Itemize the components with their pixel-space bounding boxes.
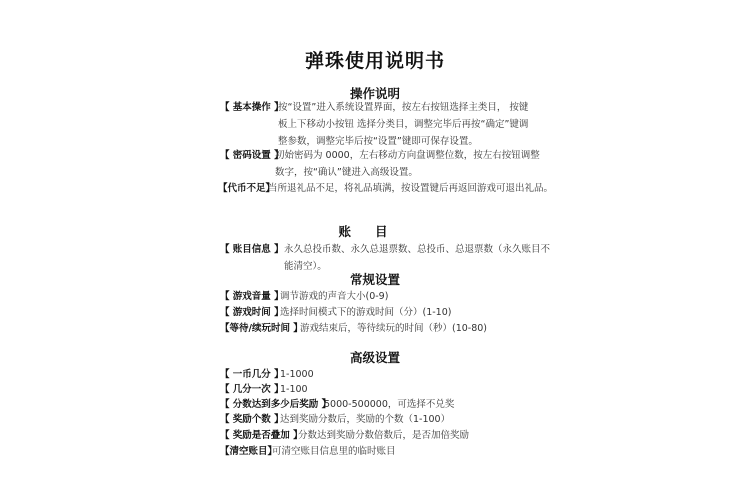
row-text: 可清空账目信息里的临时账目 xyxy=(272,446,396,457)
row-label: 【 奖励是否叠加 】 xyxy=(220,430,303,441)
row-text: 1-100 xyxy=(280,384,308,395)
row-label: 【 游戏音量 】 xyxy=(220,291,284,302)
row-label: 【清空账目】 xyxy=(220,446,278,457)
row-text: 选择时间模式下的游戏时间（分）(1-10) xyxy=(280,307,452,318)
row-text: 按“设置”进入系统设置界面，按左右按钮选择主类目， 按键 xyxy=(278,102,529,113)
row-text: 分数达到奖励分数倍数后，是否加倍奖励 xyxy=(298,430,470,441)
row-reward-count xyxy=(220,411,550,428)
row-basic-operation xyxy=(220,99,550,150)
section-heading-regular: 常规设置 xyxy=(349,272,400,287)
section-heading-account: 账目 xyxy=(338,224,412,239)
row-game-time xyxy=(220,304,550,321)
section-heading-advanced: 高级设置 xyxy=(349,350,400,365)
row-password-setting xyxy=(220,147,550,181)
row-label: 【等待/续玩时间 】 xyxy=(220,323,303,334)
section-heading-operation: 操作说明 xyxy=(349,86,400,101)
document-title: 弹珠使用说明书 xyxy=(304,50,445,72)
row-text: 数字，按“确认”键进入高级设置。 xyxy=(275,167,418,178)
row-label: 【 游戏时间 】 xyxy=(220,307,284,318)
row-text: 永久总投币数、永久总退票数、总投币、总退票数（永久账目不 xyxy=(284,244,551,255)
row-text: 整参数，调整完毕后按“设置”键即可保存设置。 xyxy=(278,136,478,147)
row-label: 【 密码设置 】 xyxy=(220,150,284,161)
row-text: 5000-500000，可选择不兑奖 xyxy=(324,399,455,410)
row-game-volume xyxy=(220,288,550,305)
row-label: 【 基本操作 】 xyxy=(220,102,284,113)
row-text: 当所退礼品不足，将礼品填满，按设置键后再返回游戏可退出礼品。 xyxy=(268,183,554,194)
row-text: 游戏结束后，等待续玩的时间（秒）(10-80) xyxy=(300,323,488,334)
row-text: 初始密码为 0000，左右移动方向盘调整位数，按左右按钮调整 xyxy=(275,150,540,161)
row-reward-stacking xyxy=(220,427,550,444)
row-text: 调节游戏的声音大小(0-9) xyxy=(280,291,389,302)
row-clear-account xyxy=(220,443,550,460)
row-label: 【 一币几分 】 xyxy=(220,369,284,380)
row-label: 【代币不足】 xyxy=(218,183,276,194)
row-text: 1-1000 xyxy=(280,369,314,380)
row-text: 板上下移动小按钮 选择分类目，调整完毕后再按“确定”键调 xyxy=(278,119,529,130)
row-wait-continue-time xyxy=(220,320,550,337)
row-text: 达到奖励分数后，奖励的个数（1-100） xyxy=(280,414,451,425)
row-label: 【 分数达到多少后奖励 】 xyxy=(220,399,332,410)
row-label: 【 几分一次 】 xyxy=(220,384,284,395)
row-text: 能清空）。 xyxy=(284,261,327,272)
row-label: 【 账目信息 】 xyxy=(220,244,284,255)
row-insufficient-tokens xyxy=(218,180,558,197)
row-label: 【 奖励个数 】 xyxy=(220,414,284,425)
